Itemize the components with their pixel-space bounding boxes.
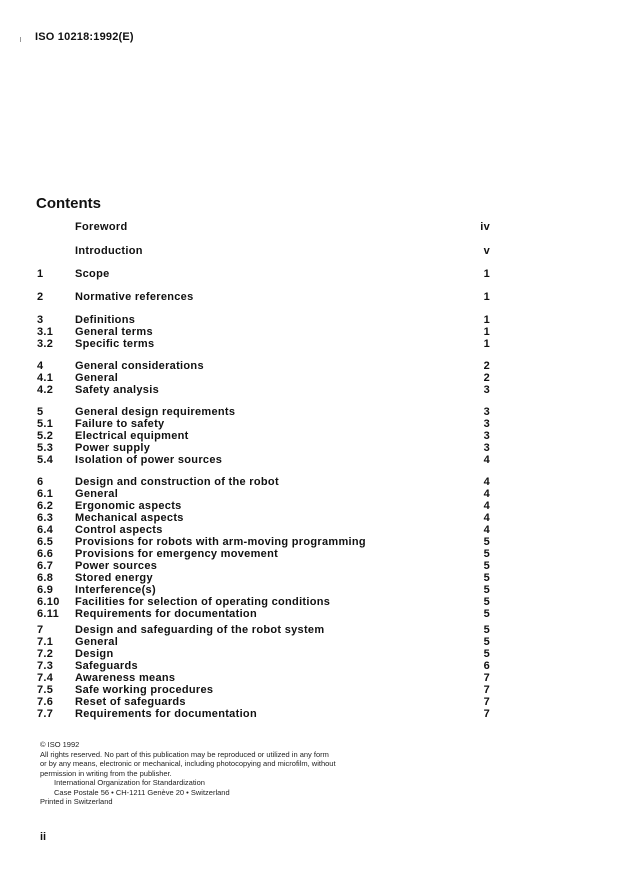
copyright-notice (40, 740, 336, 807)
toc-entry-number: 5.2 (37, 430, 54, 442)
toc-entry-page: 4 (483, 454, 490, 466)
toc-entry[interactable] (0, 660, 622, 672)
toc-entry-number: 6.8 (37, 572, 54, 584)
toc-entry-number: 2 (37, 291, 44, 303)
toc-entry-title: Safety analysis (75, 384, 159, 396)
toc-entry[interactable] (0, 536, 622, 548)
toc-entry-title: Foreword (75, 221, 128, 233)
toc-entry-number: 4 (37, 360, 44, 372)
toc-entry-title: Power sources (75, 560, 158, 572)
toc-entry-page: 4 (483, 524, 490, 536)
toc-entry-title: Design (75, 648, 114, 660)
toc-entry[interactable] (0, 314, 622, 326)
toc-entry-number: 7.7 (37, 708, 54, 720)
copyright-line: © ISO 1992 (40, 740, 80, 749)
toc-entry-title: Design and construction of the robot (75, 476, 279, 488)
toc-entry-title: General (75, 372, 119, 384)
toc-entry-page: iv (480, 221, 490, 233)
toc-entry-title: Requirements for documentation (75, 608, 257, 620)
toc-entry-title: Scope (75, 268, 110, 280)
page-number: ii (40, 831, 47, 843)
toc-entry[interactable] (0, 636, 622, 648)
toc-entry-number: 3 (37, 314, 44, 326)
toc-entry[interactable] (0, 454, 622, 466)
toc-entry-number: 6.3 (37, 512, 54, 524)
toc-entry-page: 5 (483, 584, 490, 596)
toc-entry-page: 2 (483, 360, 490, 372)
toc-entry-page: 4 (483, 500, 490, 512)
toc-entry-number: 7.2 (37, 648, 54, 660)
toc-entry-page: 5 (483, 648, 490, 660)
toc-entry-number: 3.1 (37, 326, 54, 338)
toc-entry-title: Introduction (75, 245, 143, 257)
toc-entry-page: 7 (483, 672, 490, 684)
toc-entry-number: 6.9 (37, 584, 54, 596)
rights-line-2: or by any means, electronic or mechanical, including photocopying and microfilm, without (40, 759, 336, 768)
toc-entry-page: 1 (483, 338, 490, 350)
toc-entry-page: 6 (483, 660, 490, 672)
toc-entry-number: 6.10 (37, 596, 60, 608)
toc-entry[interactable] (0, 584, 622, 596)
toc-entry[interactable] (0, 608, 622, 620)
toc-entry[interactable] (0, 708, 622, 720)
toc-entry-title: Awareness means (75, 672, 176, 684)
toc-entry[interactable] (0, 406, 622, 418)
toc-entry-page: 4 (483, 512, 490, 524)
toc-entry-page: 3 (483, 430, 490, 442)
toc-entry-page: 5 (483, 624, 490, 636)
toc-entry-page: 5 (483, 608, 490, 620)
toc-entry[interactable] (0, 338, 622, 350)
toc-entry[interactable] (0, 560, 622, 572)
toc-entry-title: Interference(s) (75, 584, 156, 596)
toc-entry-page: 5 (483, 572, 490, 584)
toc-entry-page: 5 (483, 596, 490, 608)
toc-entry[interactable] (0, 418, 622, 430)
toc-entry-title: General terms (75, 326, 153, 338)
toc-entry-title: Electrical equipment (75, 430, 189, 442)
toc-entry-title: Design and safeguarding of the robot system (75, 624, 325, 636)
toc-entry-page: 3 (483, 406, 490, 418)
toc-entry-title: Facilities for selection of operating conditions (75, 596, 331, 608)
toc-entry-page: 3 (483, 384, 490, 396)
toc-entry[interactable] (0, 245, 622, 257)
toc-entry-number: 7.4 (37, 672, 54, 684)
toc-entry-title: Mechanical aspects (75, 512, 184, 524)
toc-entry[interactable] (0, 512, 622, 524)
toc-entry-page: 5 (483, 560, 490, 572)
toc-entry-page: 7 (483, 684, 490, 696)
toc-entry-page: 5 (483, 536, 490, 548)
toc-entry[interactable] (0, 524, 622, 536)
toc-entry-number: 4.1 (37, 372, 54, 384)
toc-entry-number: 6.6 (37, 548, 54, 560)
toc-entry-title: Isolation of power sources (75, 454, 223, 466)
toc-entry-page: 5 (483, 548, 490, 560)
toc-entry-title: General considerations (75, 360, 204, 372)
toc-entry-number: 1 (37, 268, 44, 280)
toc-entry-number: 7.6 (37, 696, 54, 708)
rights-line-3: permission in writing from the publisher. (40, 768, 172, 778)
toc-entry[interactable] (0, 648, 622, 660)
toc-entry-page: 1 (483, 326, 490, 338)
toc-entry-number: 7.1 (37, 636, 54, 648)
toc-entry-number: 5 (37, 406, 44, 418)
toc-entry-page: 3 (483, 418, 490, 430)
toc-entry-title: Reset of safeguards (75, 696, 186, 708)
toc-entry-page: 1 (483, 291, 490, 303)
toc-entry-number: 6.4 (37, 524, 54, 536)
toc-entry-title: Safe working procedures (75, 684, 214, 696)
toc-entry[interactable] (0, 500, 622, 512)
toc-entry[interactable] (0, 384, 622, 396)
toc-entry[interactable] (0, 360, 622, 372)
toc-entry-title: Ergonomic aspects (75, 500, 182, 512)
toc-entry-number: 6.5 (37, 536, 54, 548)
printed-in: Printed in Switzerland (40, 797, 113, 806)
toc-entry-title: Provisions for emergency movement (75, 548, 279, 560)
toc-entry-title: General (75, 488, 119, 500)
toc-entry-title: General (75, 636, 119, 648)
toc-entry-number: 3.2 (37, 338, 54, 350)
toc-entry[interactable] (0, 442, 622, 454)
toc-entry[interactable] (0, 430, 622, 442)
toc-entry-page: 7 (483, 708, 490, 720)
toc-entry[interactable] (0, 548, 622, 560)
toc-entry-title: Normative references (75, 291, 194, 303)
toc-entry-page: 4 (483, 488, 490, 500)
toc-entry-number: 6 (37, 476, 44, 488)
toc-entry-page: 3 (483, 442, 490, 454)
toc-entry-page: 1 (483, 268, 490, 280)
toc-entry[interactable] (0, 326, 622, 338)
toc-entry-number: 4.2 (37, 384, 54, 396)
toc-entry-page: 7 (483, 696, 490, 708)
toc-entry-title: Power supply (75, 442, 151, 454)
toc-entry[interactable] (0, 672, 622, 684)
toc-entry[interactable] (0, 221, 622, 233)
toc-entry-page: 4 (483, 476, 490, 488)
toc-entry-number: 6.1 (37, 488, 54, 500)
organization-name: International Organization for Standardization (54, 778, 205, 787)
toc-entry-number: 7.5 (37, 684, 54, 696)
toc-entry[interactable] (0, 268, 622, 280)
standard-id: ISO 10218:1992(E) (35, 31, 134, 43)
organization-address: Case Postale 56 • CH-1211 Genève 20 • Switzerland (54, 787, 230, 797)
toc-entry-page: 2 (483, 372, 490, 384)
toc-entry-title: Definitions (75, 314, 136, 326)
toc-entry-number: 7.3 (37, 660, 54, 672)
toc-entry-title: Specific terms (75, 338, 155, 350)
toc-entry-number: 7 (37, 624, 44, 636)
toc-entry[interactable] (0, 291, 622, 303)
toc-entry-title: Provisions for robots with arm-moving programming (75, 536, 366, 548)
toc-entry[interactable] (0, 476, 622, 488)
toc-entry-number: 5.3 (37, 442, 54, 454)
toc-entry-number: 6.11 (37, 608, 60, 620)
toc-entry[interactable] (0, 684, 622, 696)
toc-entry-page: 5 (483, 636, 490, 648)
contents-title: Contents (36, 195, 101, 212)
toc-entry-number: 6.7 (37, 560, 54, 572)
toc-entry-number: 5.4 (37, 454, 54, 466)
toc-entry-title: Stored energy (75, 572, 153, 584)
toc-entry[interactable] (0, 596, 622, 608)
toc-entry-page: 1 (483, 314, 490, 326)
toc-entry[interactable] (0, 696, 622, 708)
toc-entry[interactable] (0, 572, 622, 584)
toc-entry[interactable] (0, 372, 622, 384)
toc-entry-title: General design requirements (75, 406, 236, 418)
toc-entry[interactable] (0, 488, 622, 500)
toc-entry-title: Requirements for documentation (75, 708, 257, 720)
rights-line-1: All rights reserved. No part of this publication may be reproduced or utilized in any form (40, 749, 329, 759)
toc-entry-title: Failure to safety (75, 418, 165, 430)
toc-entry-title: Safeguards (75, 660, 138, 672)
toc-entry-page: v (483, 245, 490, 257)
toc-entry[interactable] (0, 624, 622, 636)
toc-entry-number: 5.1 (37, 418, 54, 430)
toc-entry-number: 6.2 (37, 500, 54, 512)
toc-entry-title: Control aspects (75, 524, 163, 536)
